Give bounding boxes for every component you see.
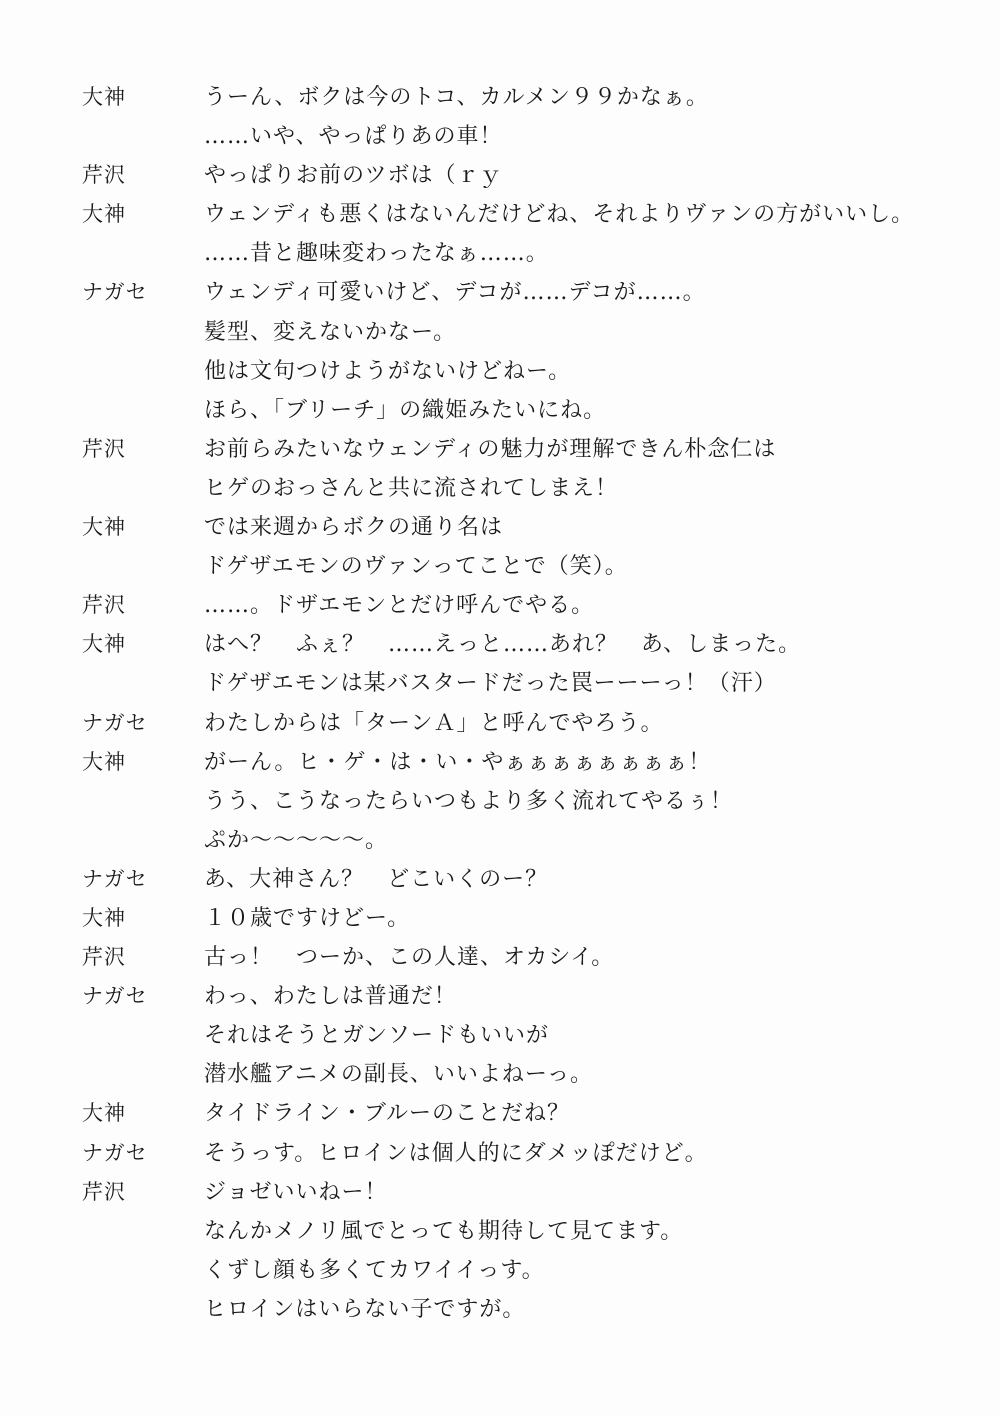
dialogue-line <box>82 352 962 391</box>
dialogue-line <box>82 234 962 273</box>
dialogue-line <box>82 821 962 860</box>
dialogue-text: わっ、わたしは普通だ！ <box>204 984 457 1010</box>
dialogue-line <box>82 1251 962 1290</box>
dialogue-text: ……いや、やっぱりあの車！ <box>204 124 503 150</box>
speaker-name: 大神 <box>82 905 126 930</box>
dialogue-text: タイドライン・ブルーのことだね？ <box>204 1101 571 1127</box>
dialogue-text: うう、こうなったらいつもより多く流れてやるぅ！ <box>204 788 734 814</box>
dialogue-line <box>82 743 962 782</box>
dialogue-line <box>82 664 962 703</box>
dialogue-text: １０歳ですけどー。 <box>204 905 411 931</box>
dialogue-line <box>82 195 962 234</box>
dialogue-line <box>82 547 962 586</box>
dialogue-text: ウェンディ可愛いけど、デコが……デコが……。 <box>204 280 706 306</box>
speaker-name: 大神 <box>82 749 126 774</box>
speaker-name: ナガセ <box>82 1140 148 1165</box>
dialogue-line <box>82 782 962 821</box>
speaker-name: ナガセ <box>82 280 148 305</box>
dialogue-line <box>82 938 962 977</box>
speaker-name: 大神 <box>82 1101 126 1126</box>
dialogue-line <box>82 117 962 156</box>
speaker-name: 芹沢 <box>82 1179 126 1204</box>
dialogue-text: それはそうとガンソードもいいが <box>204 1023 550 1049</box>
dialogue-line <box>82 1134 962 1173</box>
dialogue-text: ヒゲのおっさんと共に流されてしまえ！ <box>204 475 619 501</box>
dialogue-line <box>82 1016 962 1055</box>
dialogue-text: 古っ！ つーか、この人達、オカシイ。 <box>204 945 615 971</box>
speaker-name: 大神 <box>82 632 126 657</box>
speaker-name: 芹沢 <box>82 945 126 970</box>
dialogue-text: うーん、ボクは今のトコ、カルメン９９かなぁ。 <box>204 85 709 110</box>
dialogue-text: ジョゼいいねー！ <box>204 1179 388 1205</box>
dialogue-text: ドゲザエモンは某バスタードだった罠ーーーっ！（汗） <box>204 671 777 697</box>
dialogue-text: ドゲザエモンのヴァンってことで（笑）。 <box>204 554 628 580</box>
dialogue-line <box>82 1173 962 1212</box>
dialogue-line <box>82 156 962 195</box>
dialogue-text: なんかメノリ風でとっても期待して見てます。 <box>204 1218 684 1244</box>
dialogue-line <box>82 78 962 117</box>
dialogue-text: はへ？ ふぇ？ ……えっと……あれ？ あ、しまった。 <box>204 632 802 658</box>
speaker-name: ナガセ <box>82 866 148 891</box>
dialogue-line <box>82 899 962 938</box>
dialogue-line <box>82 430 962 469</box>
dialogue-script <box>82 78 962 1329</box>
dialogue-line <box>82 704 962 743</box>
speaker-name: 大神 <box>82 515 126 540</box>
speaker-name: ナガセ <box>82 984 148 1009</box>
dialogue-text: あ、大神さん？ どこいくのー？ <box>204 866 549 892</box>
dialogue-text: がーん。ヒ・ゲ・は・い・やぁぁぁぁぁぁぁぁ！ <box>204 749 712 775</box>
dialogue-line <box>82 586 962 625</box>
dialogue-line <box>82 313 962 352</box>
dialogue-line <box>82 1212 962 1251</box>
dialogue-text: ヒロインはいらない子ですが。 <box>204 1296 526 1322</box>
dialogue-line <box>82 625 962 664</box>
speaker-name: 芹沢 <box>82 163 126 188</box>
dialogue-text: わたしからは「ターンＡ」と呼んでやろう。 <box>204 710 664 736</box>
speaker-name: 大神 <box>82 85 126 109</box>
dialogue-line <box>82 273 962 312</box>
dialogue-text: ウェンディも悪くはないんだけどね、それよりヴァンの方がいいし。 <box>204 202 915 228</box>
dialogue-text: そうっす。ヒロインは個人的にダメッぽだけど。 <box>204 1140 708 1166</box>
dialogue-line <box>82 391 962 430</box>
dialogue-line <box>82 469 962 508</box>
dialogue-line <box>82 508 962 547</box>
speaker-name: 芹沢 <box>82 436 126 461</box>
dialogue-text: 潜水艦アニメの副長、いいよねーっ。 <box>204 1062 594 1088</box>
dialogue-text: くずし顔も多くてカワイイっす。 <box>204 1257 545 1283</box>
dialogue-line <box>82 860 962 899</box>
dialogue-line <box>82 1055 962 1094</box>
dialogue-text: お前らみたいなウェンディの魅力が理解できん朴念仁は <box>204 436 777 462</box>
dialogue-text: では来週からボクの通り名は <box>204 515 504 541</box>
speaker-name: 大神 <box>82 202 126 227</box>
dialogue-text: ……。ドザエモンとだけ呼んでやる。 <box>204 593 595 619</box>
speaker-name: ナガセ <box>82 710 148 735</box>
dialogue-text: 髪型、変えないかなー。 <box>204 319 457 345</box>
dialogue-line <box>82 1290 962 1329</box>
dialogue-text: やっぱりお前のツボは（ｒｙ <box>204 163 503 189</box>
dialogue-line <box>82 977 962 1016</box>
dialogue-text: ほら、「ブリーチ」の織姫みたいにね。 <box>204 397 607 423</box>
dialogue-line <box>82 1094 962 1133</box>
speaker-name: 芹沢 <box>82 593 126 618</box>
dialogue-text: ぷか～～～～～。 <box>204 827 389 853</box>
dialogue-text: 他は文句つけようがないけどねー。 <box>204 358 572 384</box>
dialogue-text: ……昔と趣味変わったなぁ……。 <box>204 241 549 267</box>
